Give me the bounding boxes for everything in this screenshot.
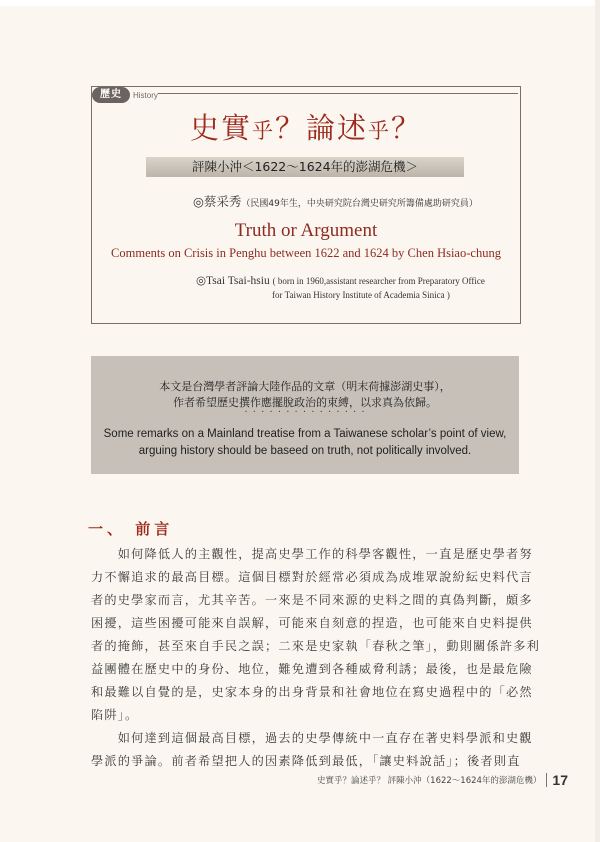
body-line: 者的史學家而言，尤其辛苦。一來是不同來源的史料之間的真偽判斷，頗多	[91, 593, 533, 607]
chinese-title-part-1: 史實	[189, 111, 252, 145]
page-number: 17	[552, 772, 568, 788]
body-line: 和最難以自覺的是，史家本身的出身背景和社會地位在寫史過程中的「必然	[91, 685, 533, 699]
page-right-edge	[595, 0, 600, 842]
english-title: Truth or Argument	[234, 220, 378, 241]
chinese-subtitle: 評陳小沖＜1622～1624年的澎湖危機＞	[191, 159, 419, 174]
english-author-name: ◎Tsai Tsai-hsiu	[196, 275, 270, 287]
section-heading: 一、 前言	[88, 520, 174, 538]
english-subtitle: Comments on Crisis in Penghu between 1622 and 1624 by Chen Hsiao-chung	[111, 246, 501, 260]
english-author-affiliation-2: for Taiwan History Institute of Academia Sinica )	[272, 290, 450, 300]
chinese-subtitle-banner	[146, 157, 464, 177]
badge-rule-line	[158, 93, 518, 94]
page-footer	[317, 772, 568, 788]
english-author-affiliation-1: ( born in 1960,assistant researcher from Preparatory Office	[272, 276, 485, 286]
chinese-title-part-2: 乎	[251, 119, 275, 143]
abstract-en-line-2: arguing history should be baseed on truth, not politically involved.	[138, 445, 472, 457]
category-badge-cn: 歷史	[92, 87, 130, 103]
chinese-title-part-4: 乎	[368, 119, 391, 143]
body-line: 者的掩飾，甚至來自手民之誤；二來是史家執「春秋之筆」，動則關係許多利	[91, 639, 541, 653]
chinese-title	[92, 110, 520, 149]
body-line: 如何達到這個最高目標，過去的史學傳統中一直存在著史料學派和史觀	[91, 731, 533, 745]
body-line: 如何降低人的主觀性，提高史學工作的科學客觀性，一直是歷史學者努	[91, 547, 533, 561]
body-line: 學派的爭論。前者希望把人的因素降低到最低，「讓史料說話」；後者則直	[91, 754, 521, 768]
running-title: 史實乎？論述乎？ 評陳小沖（1622～1624年的澎湖危機）	[316, 776, 542, 786]
page-top-edge	[0, 0, 600, 6]
abstract-separator: · · · · · · · · · · · · · · ·	[244, 407, 366, 418]
category-badge-en: History	[133, 90, 158, 100]
chinese-title-part-3: ？論述	[274, 111, 368, 145]
chinese-title-part-5: ？	[391, 111, 423, 145]
body-line: 困擾，這些困擾可能來自誤解，可能來自刻意的捏造，也可能來自史料提供	[91, 616, 533, 630]
chinese-author-affiliation: （民國49年生，中央研究院台灣史研究所籌備處助研究員）	[241, 199, 478, 209]
chinese-author-line	[193, 192, 478, 210]
abstract-cn-line-1: 本文是台灣學者評論大陸作品的文章（明末荷據澎湖史事），	[159, 380, 451, 393]
body-line: 益團體在歷史中的身份、地位，難免遭到各種威脅利誘；最後，也是最危險	[91, 662, 533, 676]
chinese-author-name: ◎蔡采秀	[193, 194, 242, 209]
english-author-line	[196, 274, 485, 288]
body-line: 陷阱」。	[91, 708, 139, 722]
abstract-cn-line-2: 作者希望歷史撰作應擺脫政治的束縛，以求真為依歸。	[173, 396, 437, 409]
body-line: 力不懈追求的最高目標。這個目標對於經常必須成為成堆眾說紛紜史料代言	[91, 570, 533, 584]
abstract-en-line-1: Some remarks on a Mainland treatise from a Taiwanese scholar’s point of view,	[103, 428, 507, 440]
category-badge	[92, 86, 158, 104]
footer-divider	[546, 773, 547, 787]
abstract-box	[91, 356, 519, 474]
